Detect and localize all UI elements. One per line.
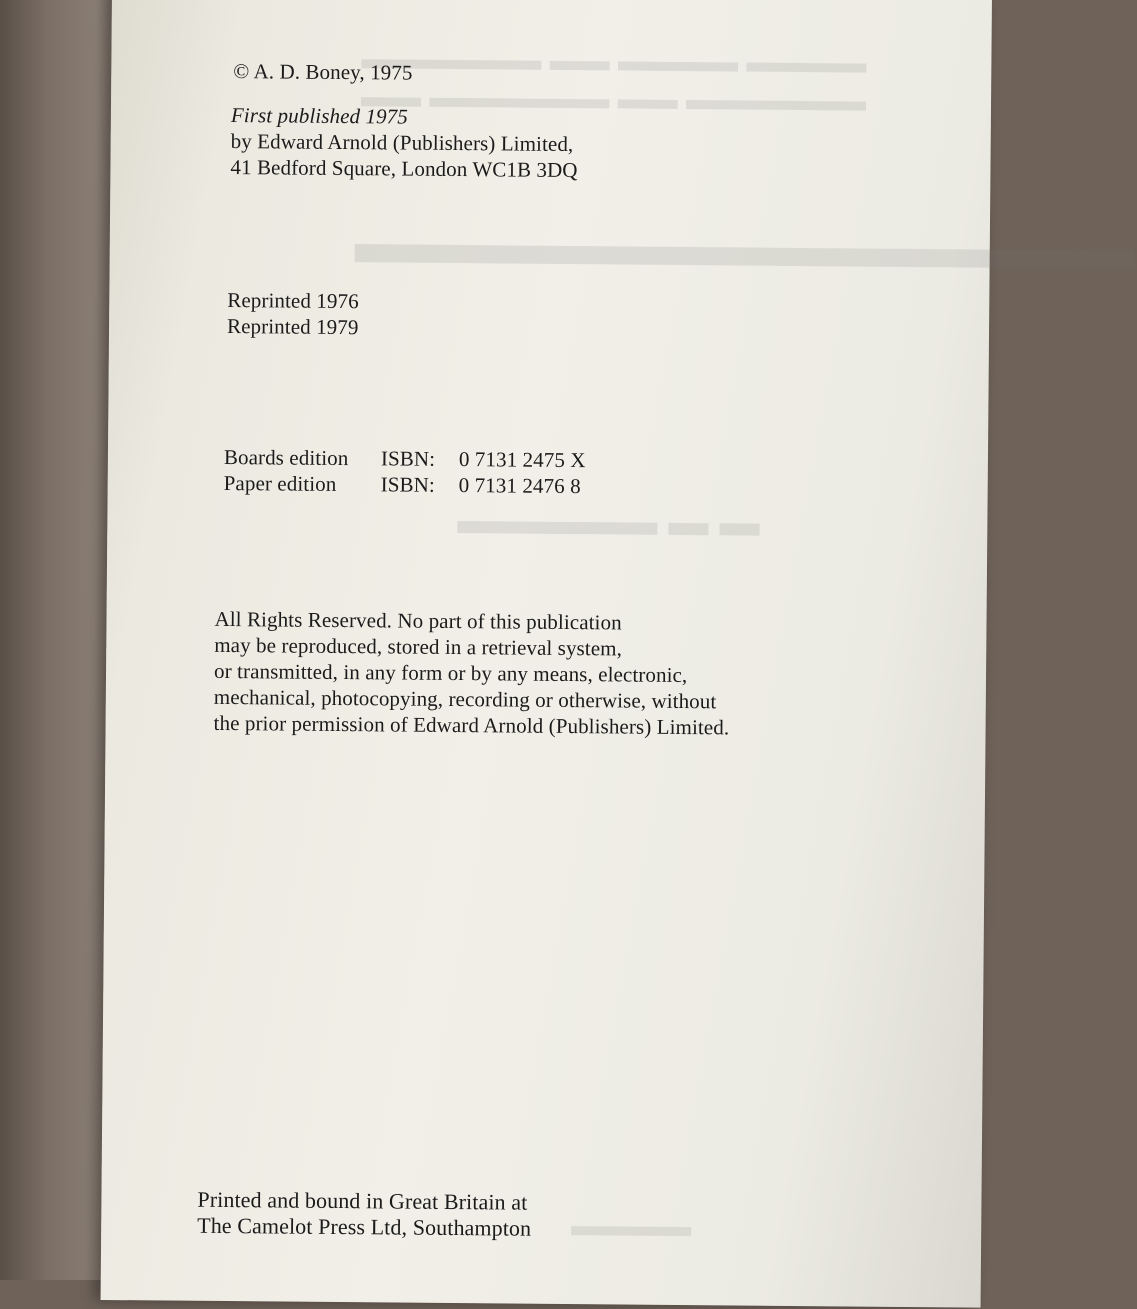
show-through-text: ▬▬▬▬ ▬▬▬▬ ▬▬ ▬▬▬▬▬▬ — [361, 42, 867, 80]
isbn-edition: Paper edition — [223, 470, 337, 496]
first-published-line: First published 1975 — [230, 103, 409, 129]
reprint-line: Reprinted 1979 — [226, 314, 359, 340]
printer-line: The Camelot Press Ltd, Southampton — [197, 1212, 532, 1241]
show-through-text: ▬▬▬▬ — [571, 1209, 692, 1244]
rights-line: All Rights Reserved. No part of this publication — [214, 606, 622, 635]
rights-line: or transmitted, in any form or by any means, electronic, — [213, 658, 688, 688]
isbn-paper-row — [224, 470, 581, 499]
isbn-label: ISBN: — [380, 472, 435, 497]
book-page — [101, 0, 1136, 1308]
rights-line: may be reproduced, stored in a retrieval system, — [214, 632, 623, 661]
isbn-number: 0 7131 2475 X — [458, 447, 586, 473]
publisher-address-line: 41 Bedford Square, London WC1B 3DQ — [230, 155, 578, 183]
copyright-line: © A. D. Boney, 1975 — [233, 59, 413, 85]
show-through-text: ▬ ▬ ▬▬▬▬▬ — [457, 498, 760, 545]
isbn-number: 0 7131 2476 8 — [458, 473, 581, 499]
publisher-line: by Edward Arnold (Publishers) Limited, — [230, 129, 574, 157]
isbn-boards-row — [224, 444, 586, 473]
rights-line: mechanical, photocopying, recording or otherwise, without — [213, 684, 717, 714]
rights-line: the prior permission of Edward Arnold (Publishers) Limited. — [213, 710, 730, 740]
isbn-label: ISBN: — [380, 446, 436, 471]
printer-line: Printed and bound in Great Britain at — [197, 1186, 528, 1215]
show-through-text: ▬▬▬▬▬▬ ▬▬ ▬▬▬▬▬▬ ▬▬ — [360, 80, 867, 118]
show-through-text: ▬▬▬▬▬▬▬▬▬▬▬▬▬ — [354, 208, 1136, 282]
reprint-line: Reprinted 1976 — [227, 288, 359, 314]
isbn-edition: Boards edition — [223, 444, 349, 471]
